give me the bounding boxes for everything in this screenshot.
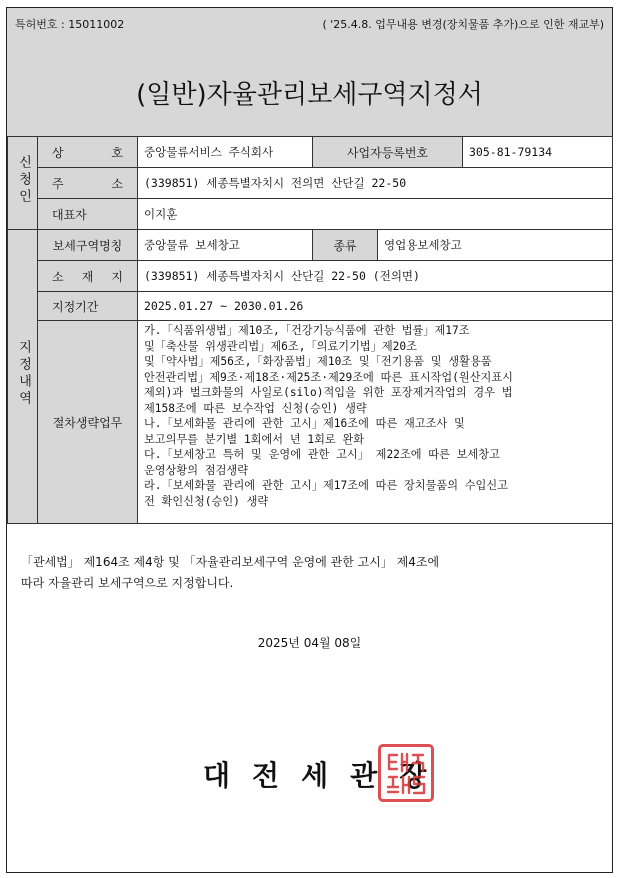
waiver-line: 라.「보세화물 관리에 관한 고시」제17조에 따른 장치물품의 수입신고 (144, 479, 508, 492)
reissue-note: ( '25.4.8. 업무내용 변경(장치물품 추가)으로 인한 재교부) (322, 18, 604, 31)
official-seal-stamp (378, 744, 434, 802)
designation-certificate (6, 7, 613, 873)
designation-section-text: 지정내역 (16, 339, 31, 408)
seal-glyph-icon (381, 747, 431, 799)
biz-reg-label: 사업자등록번호 (313, 137, 463, 168)
statement-line: 따라 자율관리 보세구역으로 지정합니다. (21, 576, 234, 590)
document-header (7, 8, 612, 137)
period-row (8, 292, 613, 321)
waiver-line: 전 확인신청(승인) 생략 (144, 494, 269, 508)
waiver-line: 다.「보세창고 특허 및 운영에 관한 고시」 제22조에 따른 보세창고 (144, 448, 500, 461)
permit-number: 특허번호 : 15011002 (15, 18, 125, 31)
document-title: (일반)자율관리보세구역지정서 (136, 80, 483, 110)
statement-line: 「관세법」 제164조 제4항 및 「자율관리보세구역 운영에 관한 고시」 제4조에 (21, 555, 440, 569)
representative-value: 이지훈 (138, 199, 613, 230)
zone-name-value: 중앙물류 보세창고 (138, 230, 313, 261)
location-row (8, 261, 613, 292)
waiver-row (8, 321, 613, 524)
biz-reg-value: 305-81-79134 (463, 137, 613, 168)
period-value: 2025.01.27 ~ 2030.01.26 (138, 292, 613, 321)
applicant-section-text: 신청인 (16, 154, 31, 206)
location-value: (339851) 세종특별자치시 산단길 22-50 (전의면) (138, 261, 613, 292)
representative-row (8, 199, 613, 230)
period-label: 지정기간 (38, 292, 138, 321)
address-row (8, 168, 613, 199)
waiver-line: 제158조에 따른 보수작업 신청(승인) 생략 (144, 401, 367, 415)
designation-statement (21, 552, 439, 594)
issuer-name: 대전세관장 (203, 759, 449, 792)
waiver-label: 절차생략업무 (38, 321, 138, 524)
waiver-line: 및「축산물 위생관리법」제6조,「의료기기법」제20조 (144, 339, 417, 353)
address-value: (339851) 세종특별자치시 전의면 산단길 22-50 (138, 168, 613, 199)
trade-name-row (8, 137, 613, 168)
type-label: 종류 (313, 230, 378, 261)
waiver-line: 안전관리법」제9조·제18조·제25조·제29조에 따른 표시작업(원산지표시 (144, 370, 513, 384)
designation-section-label (8, 230, 38, 524)
type-value: 영업용보세창고 (378, 230, 613, 261)
applicant-section-label (8, 137, 38, 230)
trade-name-label: 상 호 (38, 137, 138, 168)
waiver-line: 가.「식품위생법」제10조,「건강기능식품에 관한 법률」제17조 (144, 324, 470, 337)
representative-label: 대표자 (38, 199, 138, 230)
waiver-line: 나.「보세화물 관리에 관한 고시」제16조에 따른 재고조사 및 (144, 417, 465, 430)
address-label: 주 소 (38, 168, 138, 199)
waiver-line: 보고의무를 분기별 1회에서 년 1회로 완화 (144, 432, 365, 446)
waiver-line: 운영상황의 점검생략 (144, 463, 249, 477)
issue-date: 2025년 04월 08일 (257, 636, 362, 650)
trade-name-value: 중앙물류서비스 주식회사 (138, 137, 313, 168)
zone-name-label: 보세구역명칭 (38, 230, 138, 261)
certificate-form-table (7, 136, 613, 524)
location-label: 소 재 지 (38, 261, 138, 292)
waiver-list (138, 321, 613, 524)
zone-name-row (8, 230, 613, 261)
waiver-line: 및「약사법」제56조,「화장품법」제10조 및「전기용품 및 생활용품 (144, 355, 492, 368)
waiver-line: 제외)과 벌크화물의 사일로(silo)적입을 위한 포장제거작업의 경우 법 (144, 386, 513, 399)
